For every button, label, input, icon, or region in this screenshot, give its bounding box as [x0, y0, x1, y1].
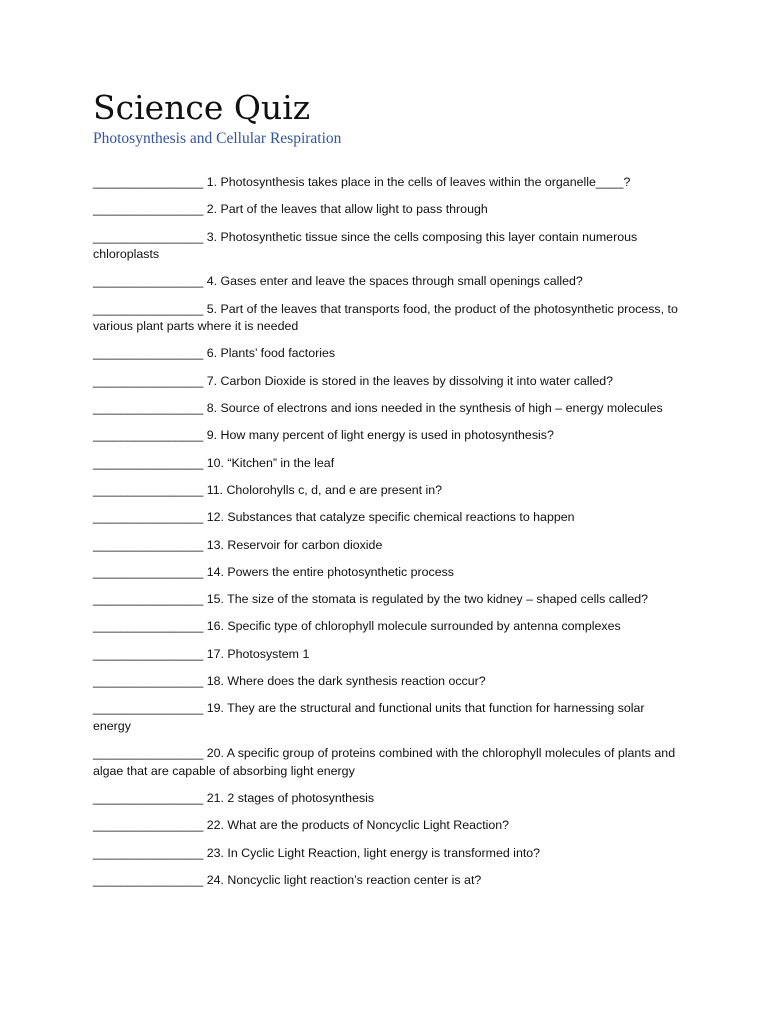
- answer-blank: ________________: [93, 301, 204, 316]
- question-text: 10. “Kitchen” in the leaf: [206, 455, 335, 470]
- question-item: [93, 201, 683, 219]
- question-item: [93, 400, 683, 418]
- question-text: 14. Powers the entire photosynthetic process: [206, 564, 454, 579]
- answer-blank: ________________: [93, 845, 204, 860]
- question-text: 15. The size of the stomata is regulated by the two kidney – shaped cells called?: [206, 592, 648, 607]
- quiz-page: [93, 88, 683, 899]
- answer-blank: ________________: [93, 790, 204, 805]
- question-item: [93, 745, 683, 780]
- answer-blank: ________________: [93, 646, 204, 661]
- question-item: [93, 427, 683, 445]
- question-text: 17. Photosystem 1: [206, 646, 310, 661]
- question-item: [93, 591, 683, 609]
- question-text: 8. Source of electrons and ions needed in the synthesis of high – energy molecules: [206, 401, 663, 416]
- question-item: [93, 174, 683, 192]
- question-text: 11. Cholorohylls c, d, and e are present in?: [206, 482, 443, 497]
- question-item: [93, 455, 683, 473]
- question-text: 20. A specific group of proteins combined with the chlorophyll molecules of plants and algae that are capable of absorbing light energy: [93, 746, 676, 778]
- question-item: [93, 872, 683, 890]
- answer-blank: ________________: [93, 482, 204, 497]
- question-item: [93, 564, 683, 582]
- question-list: [93, 174, 683, 889]
- answer-blank: ________________: [93, 401, 204, 416]
- question-text: 21. 2 stages of photosynthesis: [206, 790, 375, 805]
- answer-blank: ________________: [93, 592, 204, 607]
- question-text: 23. In Cyclic Light Reaction, light energy is transformed into?: [206, 845, 541, 860]
- question-item: [93, 845, 683, 863]
- question-item: [93, 509, 683, 527]
- answer-blank: ________________: [93, 818, 204, 833]
- question-item: [93, 618, 683, 636]
- question-text: 5. Part of the leaves that transports food, the product of the photosynthetic process, to various plant parts where it is needed: [93, 301, 678, 334]
- question-text: 12. Substances that catalyze specific chemical reactions to happen: [206, 510, 575, 525]
- page-title: Science Quiz: [93, 88, 311, 127]
- question-item: [93, 537, 683, 555]
- question-item: [93, 229, 683, 264]
- question-item: [93, 345, 683, 363]
- question-text: 13. Reservoir for carbon dioxide: [206, 537, 383, 552]
- question-text: 24. Noncyclic light reaction’s reaction center is at?: [206, 872, 482, 887]
- question-item: [93, 301, 683, 336]
- question-text: 3. Photosynthetic tissue since the cells composing this layer contain numerous chloroplasts: [93, 229, 638, 262]
- page-subtitle: Photosynthesis and Cellular Respiration: [93, 130, 342, 147]
- question-item: [93, 817, 683, 835]
- question-text: 22. What are the products of Noncyclic Light Reaction?: [206, 818, 510, 833]
- answer-blank: ________________: [93, 564, 204, 579]
- question-item: [93, 373, 683, 391]
- question-item: [93, 700, 683, 735]
- answer-blank: ________________: [93, 274, 204, 289]
- question-text: 6. Plants’ food factories: [206, 346, 336, 361]
- answer-blank: ________________: [93, 701, 204, 716]
- question-text: 7. Carbon Dioxide is stored in the leaves by dissolving it into water called?: [206, 373, 614, 388]
- question-text: 2. Part of the leaves that allow light to pass through: [206, 202, 488, 217]
- answer-blank: ________________: [93, 872, 204, 887]
- question-item: [93, 273, 683, 291]
- answer-blank: ________________: [93, 202, 204, 217]
- question-text: 1. Photosynthesis takes place in the cells of leaves within the organelle____?: [206, 175, 631, 189]
- answer-blank: ________________: [93, 619, 204, 634]
- answer-blank: ________________: [93, 229, 204, 244]
- question-item: [93, 673, 683, 691]
- question-text: 16. Specific type of chlorophyll molecule surrounded by antenna complexes: [206, 619, 621, 634]
- answer-blank: ________________: [93, 510, 204, 525]
- question-text: 19. They are the structural and functional units that function for harnessing solar energy: [93, 701, 645, 733]
- answer-blank: ________________: [93, 175, 204, 189]
- question-text: 18. Where does the dark synthesis reaction occur?: [206, 674, 486, 689]
- answer-blank: ________________: [93, 346, 204, 361]
- question-item: [93, 790, 683, 808]
- answer-blank: ________________: [93, 674, 204, 689]
- answer-blank: ________________: [93, 373, 204, 388]
- answer-blank: ________________: [93, 746, 204, 761]
- question-text: 9. How many percent of light energy is used in photosynthesis?: [206, 428, 554, 443]
- answer-blank: ________________: [93, 537, 204, 552]
- question-item: [93, 482, 683, 500]
- question-item: [93, 646, 683, 664]
- question-text: 4. Gases enter and leave the spaces through small openings called?: [206, 274, 583, 289]
- answer-blank: ________________: [93, 428, 204, 443]
- answer-blank: ________________: [93, 455, 204, 470]
